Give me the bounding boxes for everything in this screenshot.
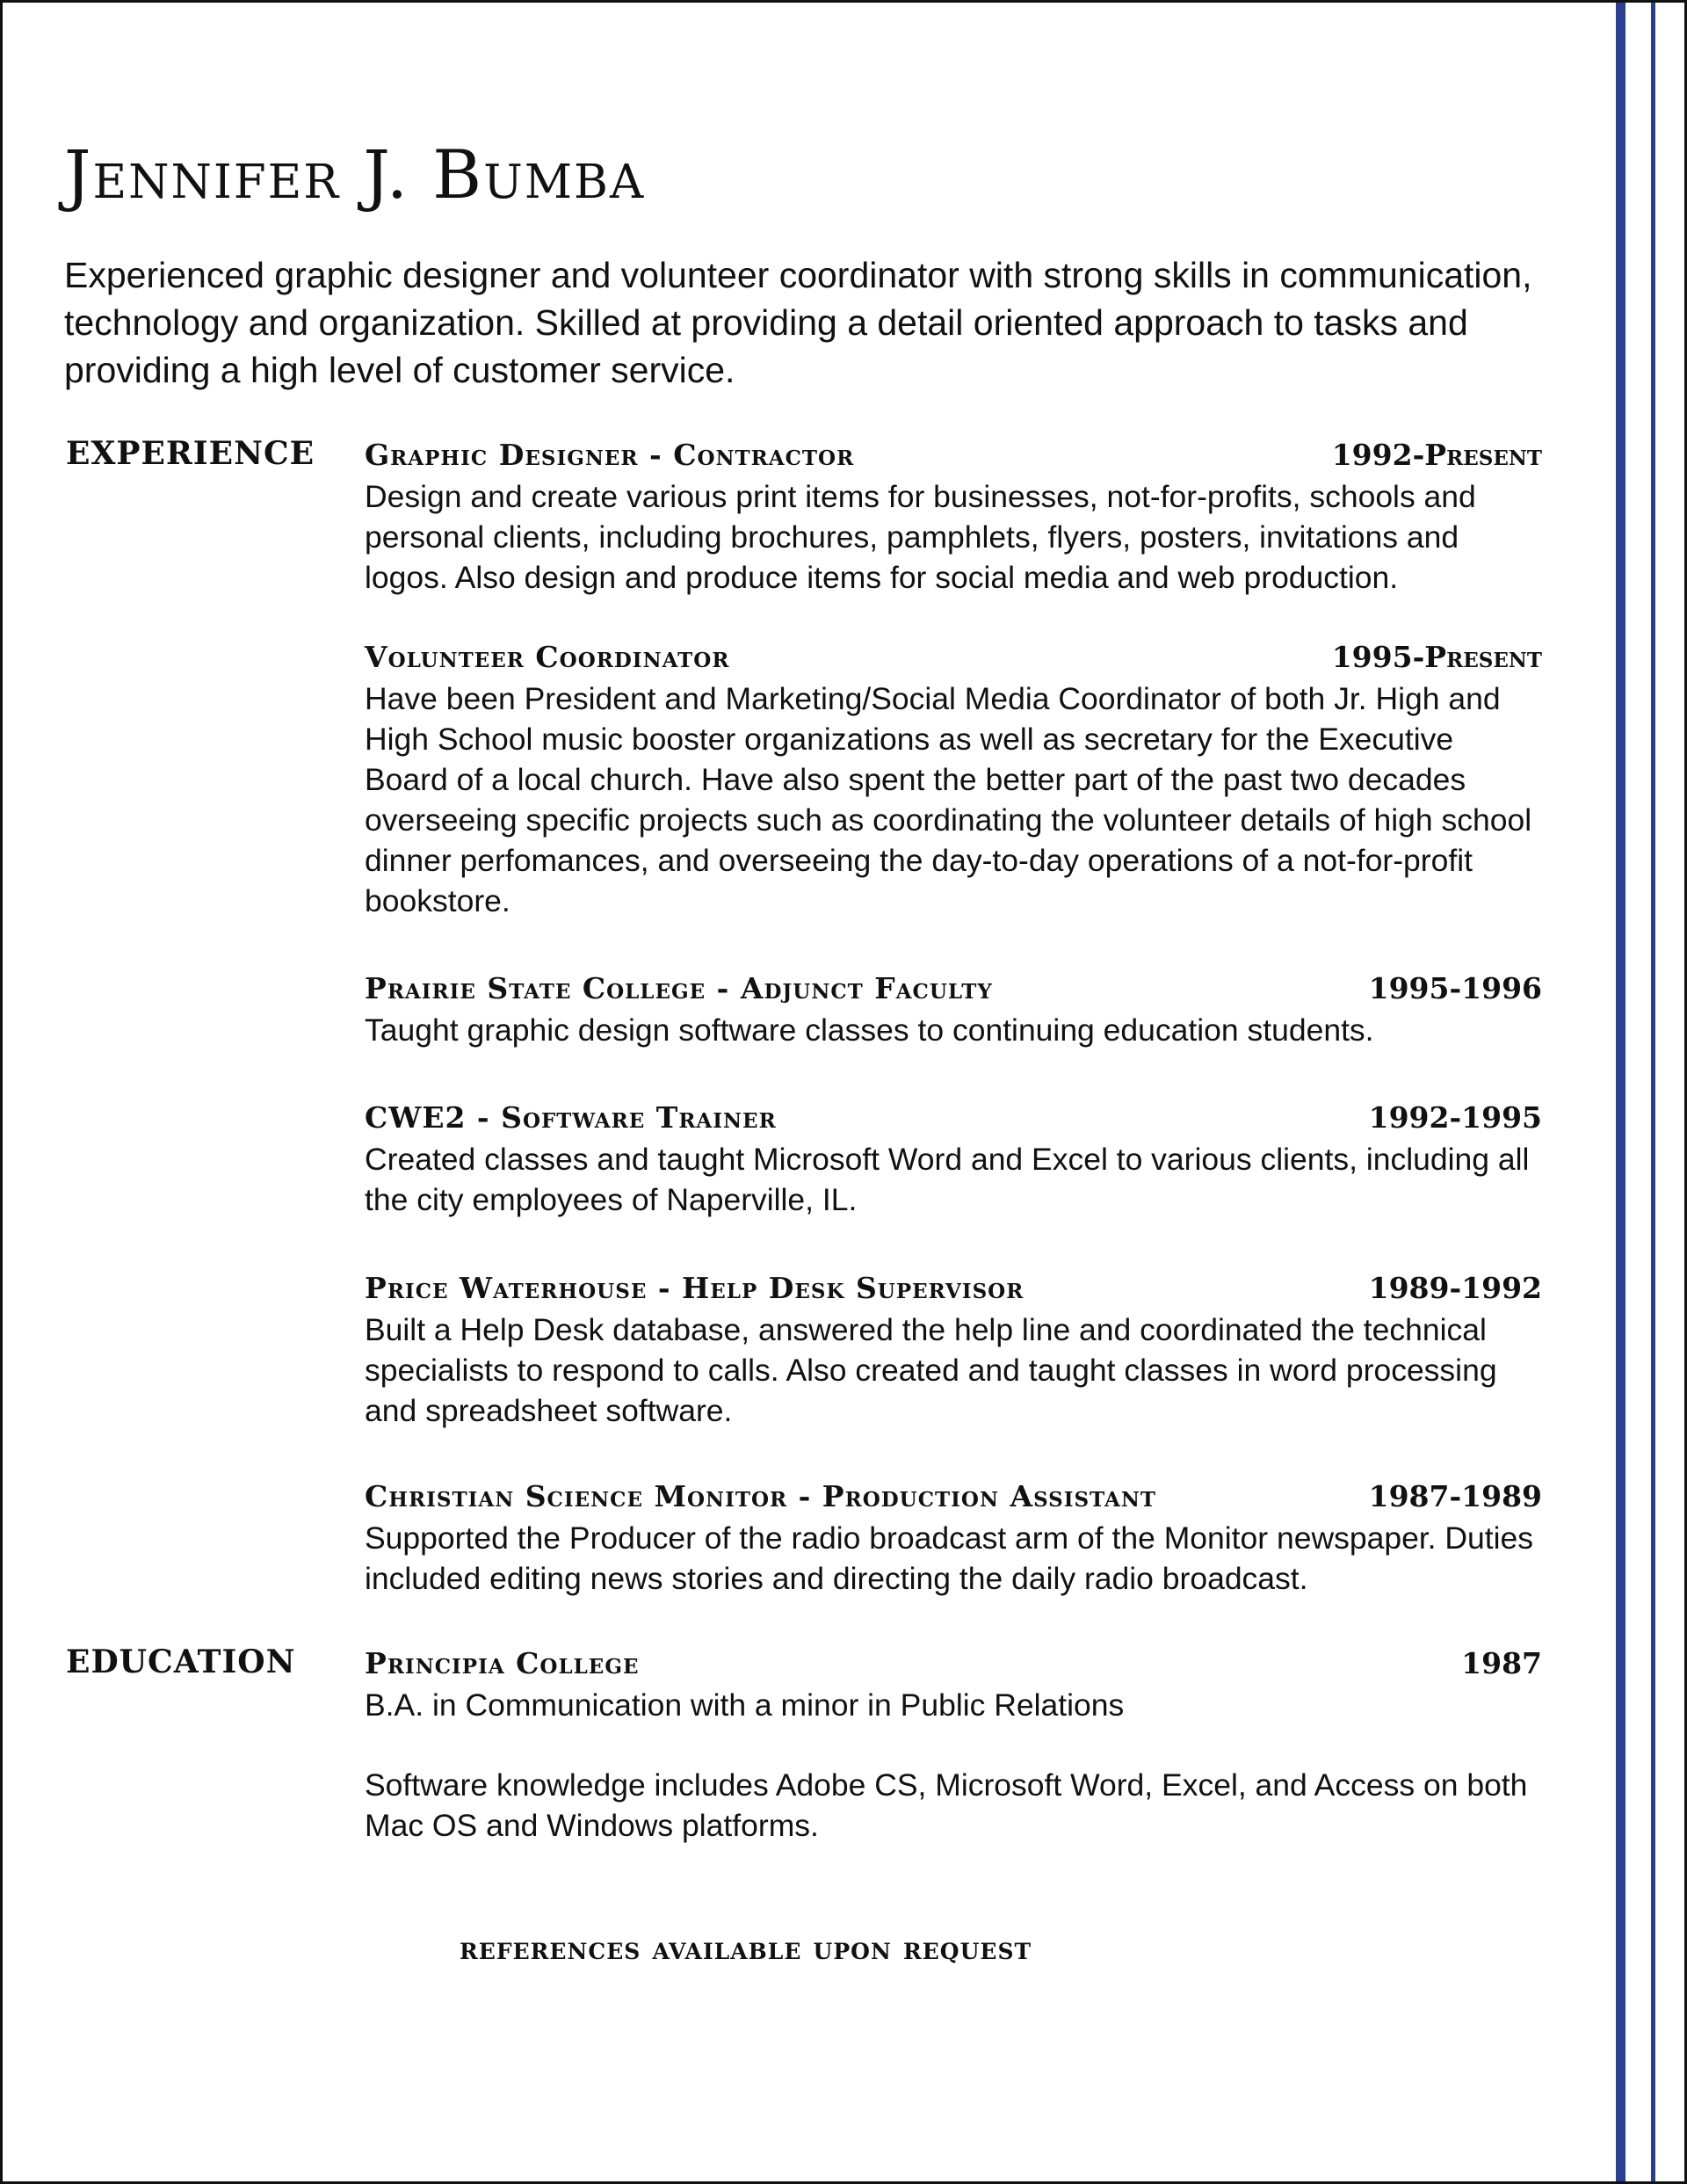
experience-entry <box>365 971 1542 1050</box>
references-note: references available upon request <box>460 1931 1032 1967</box>
job-title: CWE2 - Software Trainer <box>365 1100 777 1135</box>
education-entry <box>365 1646 1542 1725</box>
job-dates: 1992-Present <box>1331 438 1542 472</box>
job-description: Taught graphic design software classes to continuing education students. <box>365 1012 1374 1048</box>
job-title: Prairie State College - Adjunct Faculty <box>365 971 993 1005</box>
degree-description: B.A. in Communication with a minor in Public Relations <box>365 1687 1125 1723</box>
job-title: Volunteer Coordinator <box>365 640 730 674</box>
experience-entry <box>365 640 1542 921</box>
job-dates: 1995-Present <box>1331 640 1542 674</box>
job-description: Built a Help Desk database, answered the help line and coordinated the technical specialists to respond to calls. Also created and taught classes in word processing and spreadsheet software. <box>365 1312 1497 1428</box>
vertical-accent-rule-thick <box>1616 3 1625 2181</box>
graduation-year: 1987 <box>1461 1646 1542 1680</box>
job-title: Graphic Designer - Contractor <box>365 438 855 472</box>
job-dates: 1992-1995 <box>1368 1100 1542 1135</box>
school-name: Principia College <box>365 1646 640 1680</box>
applicant-name: Jennifer J. Bumba <box>64 135 646 214</box>
job-description: Have been President and Marketing/Social Media Coordinator of both Jr. High and High School music booster organizations as well as secretary for the Executive Board of a local church. Have also spent the better part of the past two decades overseeing specific projects such as coordinating the volunteer details of high school dinner perfomances, and overseeing the day-to-day operations of a not-for-profit bookstore. <box>365 681 1532 918</box>
job-description: Supported the Producer of the radio broadcast arm of the Monitor newspaper. Duties included editing news stories and directing the daily radio broadcast. <box>365 1520 1534 1596</box>
experience-entry <box>365 1100 1542 1220</box>
experience-entry <box>365 1271 1542 1431</box>
job-dates: 1995-1996 <box>1368 971 1542 1005</box>
profile-summary: Experienced graphic designer and volunteer coordinator with strong skills in communication, technology and organization. Skilled at providing a detail oriented approach to tasks and providing a high level of customer service. <box>64 255 1532 390</box>
software-knowledge-note: Software knowledge includes Adobe CS, Microsoft Word, Excel, and Access on both Mac OS and Windows platforms. <box>365 1767 1528 1843</box>
experience-section-label: EXPERIENCE <box>66 435 315 472</box>
job-dates: 1987-1989 <box>1368 1479 1542 1513</box>
job-description: Design and create various print items for businesses, not-for-profits, schools and personal clients, including brochures, pamphlets, flyers, posters, invitations and logos. Also design and produce items for social media and web production. <box>365 479 1476 595</box>
job-dates: 1989-1992 <box>1368 1271 1542 1305</box>
education-section-label: EDUCATION <box>66 1643 296 1680</box>
vertical-accent-rule-thin <box>1651 3 1655 2181</box>
job-title: Price Waterhouse - Help Desk Supervisor <box>365 1271 1025 1305</box>
job-title: Christian Science Monitor - Production Assistant <box>365 1479 1156 1513</box>
job-description: Created classes and taught Microsoft Word and Excel to various clients, including all the city employees of Naperville, IL. <box>365 1142 1530 1217</box>
experience-entry <box>365 1479 1542 1599</box>
experience-entry <box>365 438 1542 598</box>
